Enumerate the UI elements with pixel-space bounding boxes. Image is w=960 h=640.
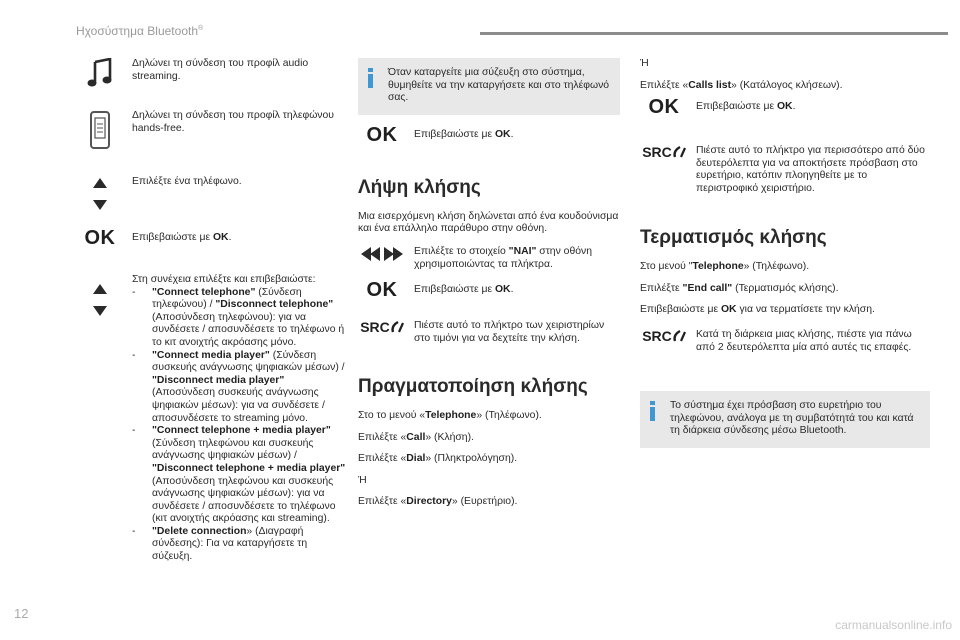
handsfree-profile-row — [76, 110, 346, 176]
confirm-text: Επιβεβαιώστε με OK. — [414, 283, 514, 295]
handsfree-profile-text: Δηλώνει τη σύνδεση του προφίλ τηλεφώνου hands-free. — [132, 110, 334, 134]
header-divider — [480, 32, 948, 35]
list-item: - "Connect telephone" (Σύνδεση τηλεφώνου) / "Disconnect telephone" (Αποσύνδεση τηλεφώνου): για να συνδέσετε / αποσυνδέσετε το τηλέφωνο ή το κιτ ανοιχτής ακρόασης μόνο. — [132, 286, 345, 348]
src-hangup-text: Κατά τη διάρκεια μιας κλήσης, πιέστε για πάνω από 2 δευτερόλεπτα μία από αυτές τις επαφές. — [696, 328, 912, 353]
src-accept-row — [358, 320, 620, 360]
options-intro: Στη συνέχεια επιλέξτε και επιβεβαιώστε: — [132, 274, 316, 285]
phone-icon — [76, 110, 124, 150]
audio-profile-text: Δηλώνει τη σύνδεση του προφίλ audio streaming. — [132, 58, 309, 82]
select-nai-text: Επιλέξτε το στοιχείο "NAI" στην οθόνη χρησιμοποιώντας τα πλήκτρα. — [414, 245, 592, 270]
ok-button-icon: OK — [84, 227, 116, 249]
music-note-icon — [76, 58, 124, 88]
confirm-row — [358, 123, 620, 159]
info-note — [640, 391, 930, 448]
or-text: Ή — [358, 474, 367, 486]
up-down-arrows-icon — [76, 282, 124, 318]
select-dial-text: Επιλέξτε «Dial» (Πληκτρολόγηση). — [358, 453, 518, 465]
ok-button-icon: OK — [366, 123, 398, 146]
page-header — [76, 24, 203, 38]
left-right-arrows-icon — [358, 246, 406, 262]
menu-telephone-text: Στο μενού "Telephone» (Τηλέφωνο). — [640, 261, 810, 273]
or-text: Ή — [640, 58, 649, 69]
ok-button-icon: OK — [648, 96, 680, 119]
src-directory-text: Πιέστε αυτό το πλήκτρο για περισσότερο από δύο δευτερόλεπτα για να αποκτήσετε πρόσβαση στο ευρετήριο, κατόπιν πλοηγηθείτε με το περιστροφικό χειριστήριο. — [696, 145, 925, 194]
ok-button-icon: OK — [366, 278, 398, 301]
info-note-text: Όταν καταργείτε μια σύζευξη στο σύστημα, θυμηθείτε να την καταργήσετε και στο τηλέφωνό σας. — [388, 67, 610, 104]
page-number: 12 — [14, 606, 29, 621]
audio-profile-row — [76, 58, 346, 110]
options-row — [76, 274, 346, 564]
info-note — [358, 58, 620, 115]
registered-mark: ® — [198, 25, 204, 32]
watermark: carmanualsonline.info — [835, 618, 952, 632]
src-phone-icon: SRC — [358, 320, 406, 334]
select-phone-text: Επιλέξτε ένα τηλέφωνο. — [132, 176, 242, 187]
select-call-text: Επιλέξτε «Call» (Κλήση). — [358, 431, 474, 443]
confirm-row — [640, 96, 930, 145]
up-down-arrows-icon — [76, 176, 124, 212]
confirm-text: Επιβεβαιώστε με OK. — [414, 128, 514, 140]
list-item: - "Delete connection» (Διαγραφή σύνδεσης): Για να καταργήσετε τη σύζευξη. — [132, 525, 308, 563]
info-icon — [368, 68, 373, 88]
src-hangup-row — [640, 329, 930, 381]
confirm-end-text: Επιβεβαιώστε με OK για να τερματίσετε την κλήση. — [640, 304, 875, 316]
select-phone-row — [76, 176, 346, 232]
src-phone-icon: SRC — [640, 145, 688, 159]
info-icon — [650, 401, 655, 421]
confirm-row — [358, 278, 620, 320]
heading-make-call: Πραγματοποίηση κλήσης — [358, 375, 588, 397]
header-title: Ηχοσύστημα Bluetooth — [76, 24, 198, 38]
options-list — [132, 287, 346, 564]
receive-description: Μια εισερχόμενη κλήση δηλώνεται από ένα κουδούνισμα και ένα επάλληλο παράθυρο στην οθόνη. — [358, 210, 619, 235]
column-2 — [358, 58, 620, 518]
select-calls-list-text: Επιλέξτε «Calls list» (Κατάλογος κλήσεων). — [640, 79, 843, 91]
confirm-row — [76, 227, 346, 274]
info-note-text: Το σύστημα έχει πρόσβαση στο ευρετήριο του τηλεφώνου, ανάλογα με τη συμβατότητά του και κατά τη διάρκεια σύνδεσης μέσω Bluetooth. — [670, 399, 914, 437]
column-1 — [76, 58, 346, 564]
src-directory-row — [640, 145, 930, 209]
confirm-text: Επιβεβαιώστε με OK. — [696, 101, 796, 113]
src-phone-icon: SRC — [640, 329, 688, 343]
list-item: - "Connect telephone + media player" (Σύνδεση τηλεφώνου και συσκευής ανάγνωσης ψηφιακών μέσων) / "Disconnect telephone + media player" (Αποσύνδεση τηλεφώνου και συσκευής ανάγνωσης ψηφιακών μέσων): για να συνδέσετε / αποσυνδέσετε το τηλέφωνο (κιτ ανοιχτής ακρόασης και streaming). — [132, 425, 346, 525]
confirm-text: Επιβεβαιώστε με OK. — [132, 232, 232, 243]
list-item: - "Connect media player" (Σύνδεση συσκευής ανάγνωσης ψηφιακών μέσων) / "Disconnect media player" (Αποσύνδεση συσκευής ανάγνωσης ψηφιακών μέσων): για να συνδέσετε / αποσυνδέσετε το streaming μόνο. — [132, 349, 345, 424]
select-directory-text: Επιλέξτε «Directory» (Ευρετήριο). — [358, 496, 518, 508]
select-end-call-text: Επιλέξτε "End call" (Τερματισμός κλήσης). — [640, 282, 839, 294]
menu-telephone-text: Στο το μενού «Telephone» (Τηλέφωνο). — [358, 409, 542, 421]
column-3 — [640, 58, 930, 462]
src-accept-text: Πιέστε αυτό το πλήκτρο των χειριστηρίων στο τιμόνι για να δεχτείτε την κλήση. — [414, 319, 605, 344]
heading-receive-call: Λήψη κλήσης — [358, 176, 481, 198]
options-block — [132, 274, 346, 564]
heading-end-call: Τερματισμός κλήσης — [640, 227, 827, 249]
